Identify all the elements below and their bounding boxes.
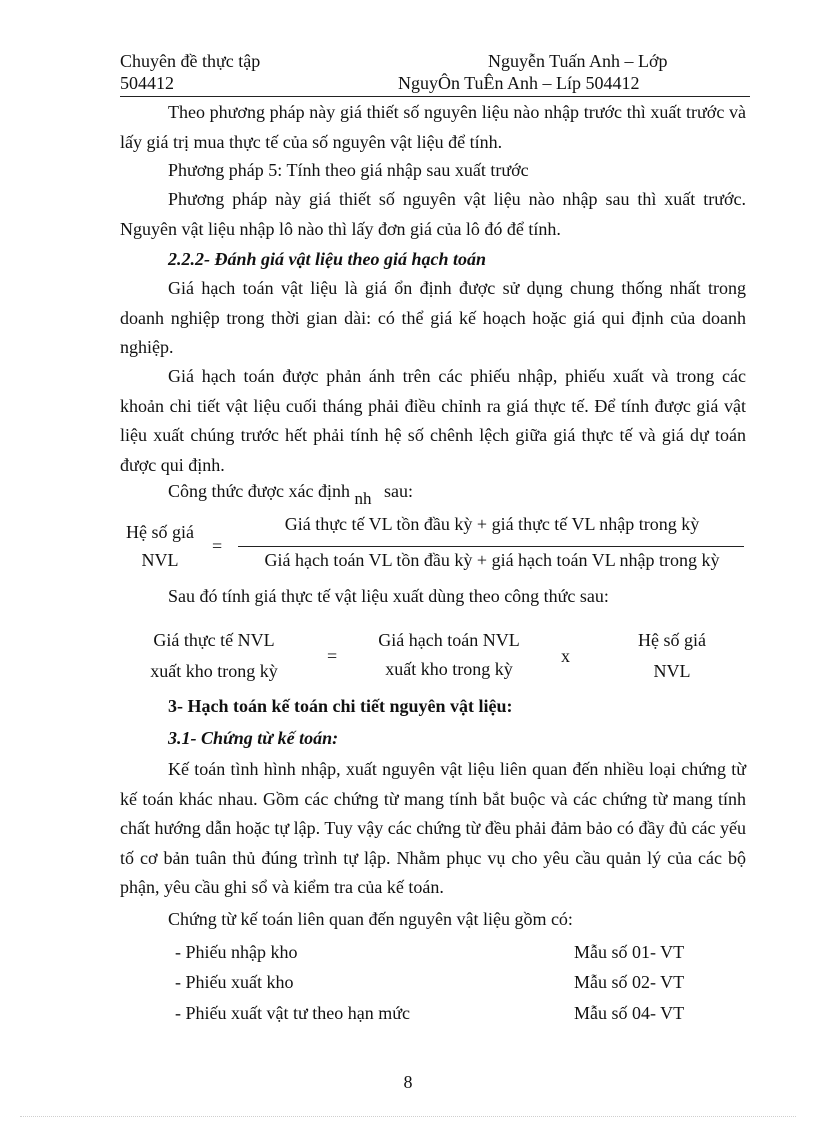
page-number: 8 — [403, 1072, 413, 1092]
paragraph-1: Theo phương pháp này giá thiết số nguyên liệu nào nhập trước thì xuất trước và lấy giá trị mua thực tế của số nguyên vật liệu để tính. — [120, 102, 746, 152]
paragraph-7: Chứng từ kế toán liên quan đến nguyên vật liệu gồm có: — [168, 909, 573, 929]
formula2-mid-line1: Giá hạch toán NVL — [378, 630, 520, 650]
paragraph-2: Phương pháp 5: Tính theo giá nhập sau xuất trước — [168, 160, 529, 180]
formula2-times: x — [561, 646, 570, 666]
heading-3-1: 3.1- Chứng từ kế toán: — [168, 728, 339, 748]
heading-2-2-2: 2.2.2- Đánh giá vật liệu theo giá hạch toán — [168, 249, 487, 269]
paragraph-3: Phương pháp này giá thiết số nguyên vật liệu nào nhập sau thì xuất trước. Nguyên vật liệu nhập lô nào thì lấy đơn giá của lô đó để tính. — [120, 189, 746, 239]
header-rule — [120, 96, 750, 97]
header-right-line2: NguyÔn TuÊn Anh – Líp 504412 — [398, 73, 640, 93]
doc-item-1-form: Mẫu số 01- VT — [574, 942, 685, 962]
paragraph-6: Kế toán tình hình nhập, xuất nguyên vật liệu liên quan đến nhiều loại chứng từ kế toán khác nhau. Gồm các chứng từ mang tính bắt buộc và các chứng từ mang tính chất hướng dẫn hoặc tự lập. Tuy vậy các chứng từ đều phải đảm bảo có đầy đủ các yếu tố cơ bản tuân thủ đúng trình tự lập. Nhằm phục vụ cho yêu cầu quản lý của các bộ phận, yêu cầu ghi sổ và kiểm tra của kế toán. — [120, 759, 746, 897]
formula-intro-text: Công thức được xác định — [168, 481, 350, 501]
doc-item-3-name: - Phiếu xuất vật tư theo hạn mức — [175, 1003, 410, 1023]
formula1-denominator: Giá hạch toán VL tồn đầu kỳ + giá hạch toán VL nhập trong kỳ — [264, 550, 720, 570]
formula2-lhs-line2: xuất kho trong kỳ — [150, 661, 278, 681]
doc-item-2-name: - Phiếu xuất kho — [175, 972, 294, 992]
formula2-lhs-line1: Giá thực tế NVL — [153, 630, 275, 650]
page-bottom-divider — [20, 1116, 796, 1117]
formula2-rhs-line1: Hệ số giá — [638, 630, 706, 650]
header-left-line1: Chuyên đề thực tập — [120, 51, 261, 71]
formula2-mid-line2: xuất kho trong kỳ — [385, 659, 513, 679]
formula2-rhs-line2: NVL — [653, 661, 691, 681]
header-right-line1: Nguyễn Tuấn Anh – Lớp — [488, 51, 668, 71]
formula1-lhs-line2: NVL — [141, 550, 179, 570]
heading-3: 3- Hạch toán kế toán chi tiết nguyên vật liệu: — [168, 696, 513, 716]
formula-intro-end: sau: — [384, 481, 413, 501]
formula1-lhs-line1: Hệ số giá — [126, 522, 194, 542]
paragraph-4: Giá hạch toán vật liệu là giá ổn định được sử dụng chung thống nhất trong doanh nghiệp trong thời gian dài: có thể giá kế hoạch hoặc giá qui định của doanh nghiệp. — [120, 278, 746, 357]
formula1-equals: = — [212, 536, 223, 556]
header-left-line2: 504412 — [120, 73, 174, 93]
formula-intro-sub: nh — [354, 489, 372, 508]
formula1-numerator: Giá thực tế VL tồn đầu kỳ + giá thực tế VL nhập trong kỳ — [284, 514, 700, 534]
doc-item-1-name: - Phiếu nhập kho — [175, 942, 298, 962]
formula2-equals: = — [327, 646, 338, 666]
formula2-intro: Sau đó tính giá thực tế vật liệu xuất dùng theo công thức sau: — [168, 586, 609, 606]
paragraph-5: Giá hạch toán được phản ánh trên các phiếu nhập, phiếu xuất và trong các khoản chi tiết vật liệu cuối tháng phải điều chỉnh ra giá thực tế. Để tính được giá vật liệu xuất chúng trước hết phải tính hệ số chênh lệch giữa giá thực tế và giá dự toán được qui định. — [120, 366, 746, 475]
formula-intro — [168, 477, 413, 506]
doc-item-3-form: Mẫu số 04- VT — [574, 1003, 685, 1023]
doc-item-2-form: Mẫu số 02- VT — [574, 972, 685, 992]
